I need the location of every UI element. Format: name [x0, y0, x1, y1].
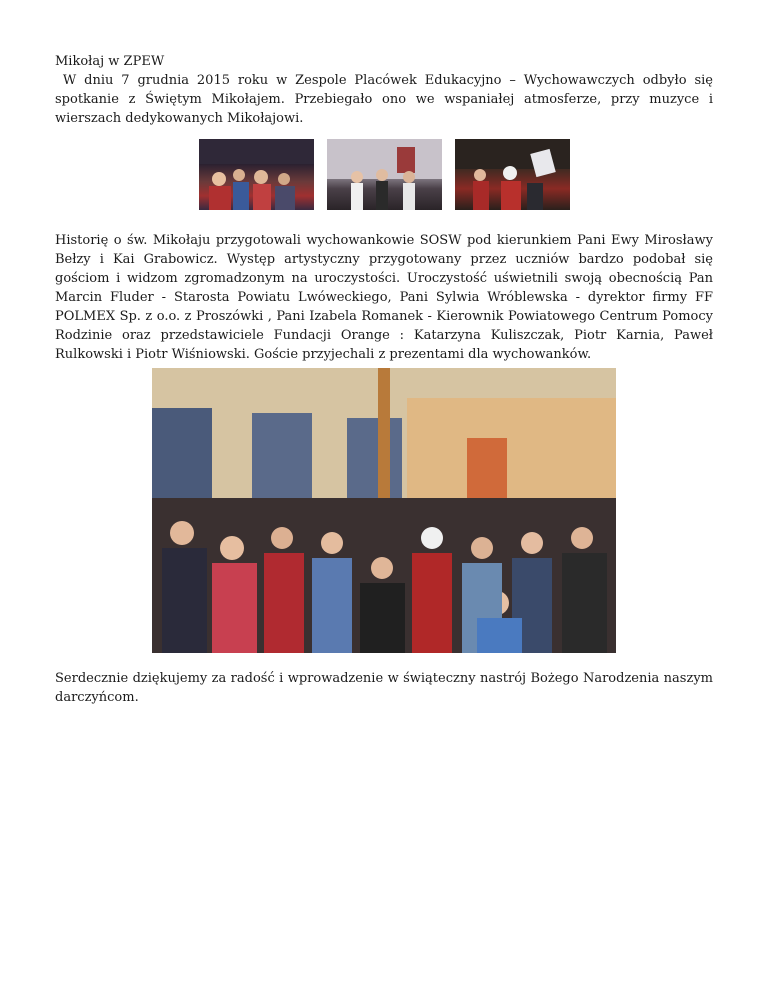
event-photo-2: [327, 139, 442, 210]
thanks-paragraph: Serdecznie dziękujemy za radość i wprowadzenie w świąteczny nastrój Bożego Narodzenia naszym darczyńcom.: [55, 671, 713, 705]
event-photo-3: [455, 139, 570, 210]
document-title: Mikołaj w ZPEW: [55, 54, 165, 69]
body-paragraph: Historię o św. Mikołaju przygotowali wychowankowie SOSW pod kierunkiem Pani Ewy Mirosławy Bełzy i Kai Grabowicz. Występ artystyczny przygotowany przez uczniów bardzo podobał się gościom i widzom zgromadzonym na uroczystości. Uroczystość uświetnili swoją obecnością Pan Marcin Fluder - Starosta Powiatu Lwóweckiego, Pani Sylwia Wróblewska - dyrektor firmy FF POLMEX Sp. z o.o. z Proszówki , Pani Izabela Romanek - Kierownik Powiatowego Centrum Pomocy Rodzinie oraz przedstawiciele Fundacji Orange : Katarzyna Kuliszczak, Piotr Karnia, Paweł Rulkowski i Piotr Wiśniowski. Goście przyjechali z prezentami dla wychowanków.: [55, 233, 713, 362]
intro-paragraph: W dniu 7 grudnia 2015 roku w Zespole Placówek Edukacyjno – Wychowawczych odbyło się spotkanie z Świętym Mikołajem. Przebiegało ono we wspaniałej atmosferze, przy muzyce i wierszach dedykowanych Mikołajowi.: [55, 73, 718, 126]
event-photo-1: [199, 139, 314, 210]
audience-photo: [152, 368, 616, 653]
